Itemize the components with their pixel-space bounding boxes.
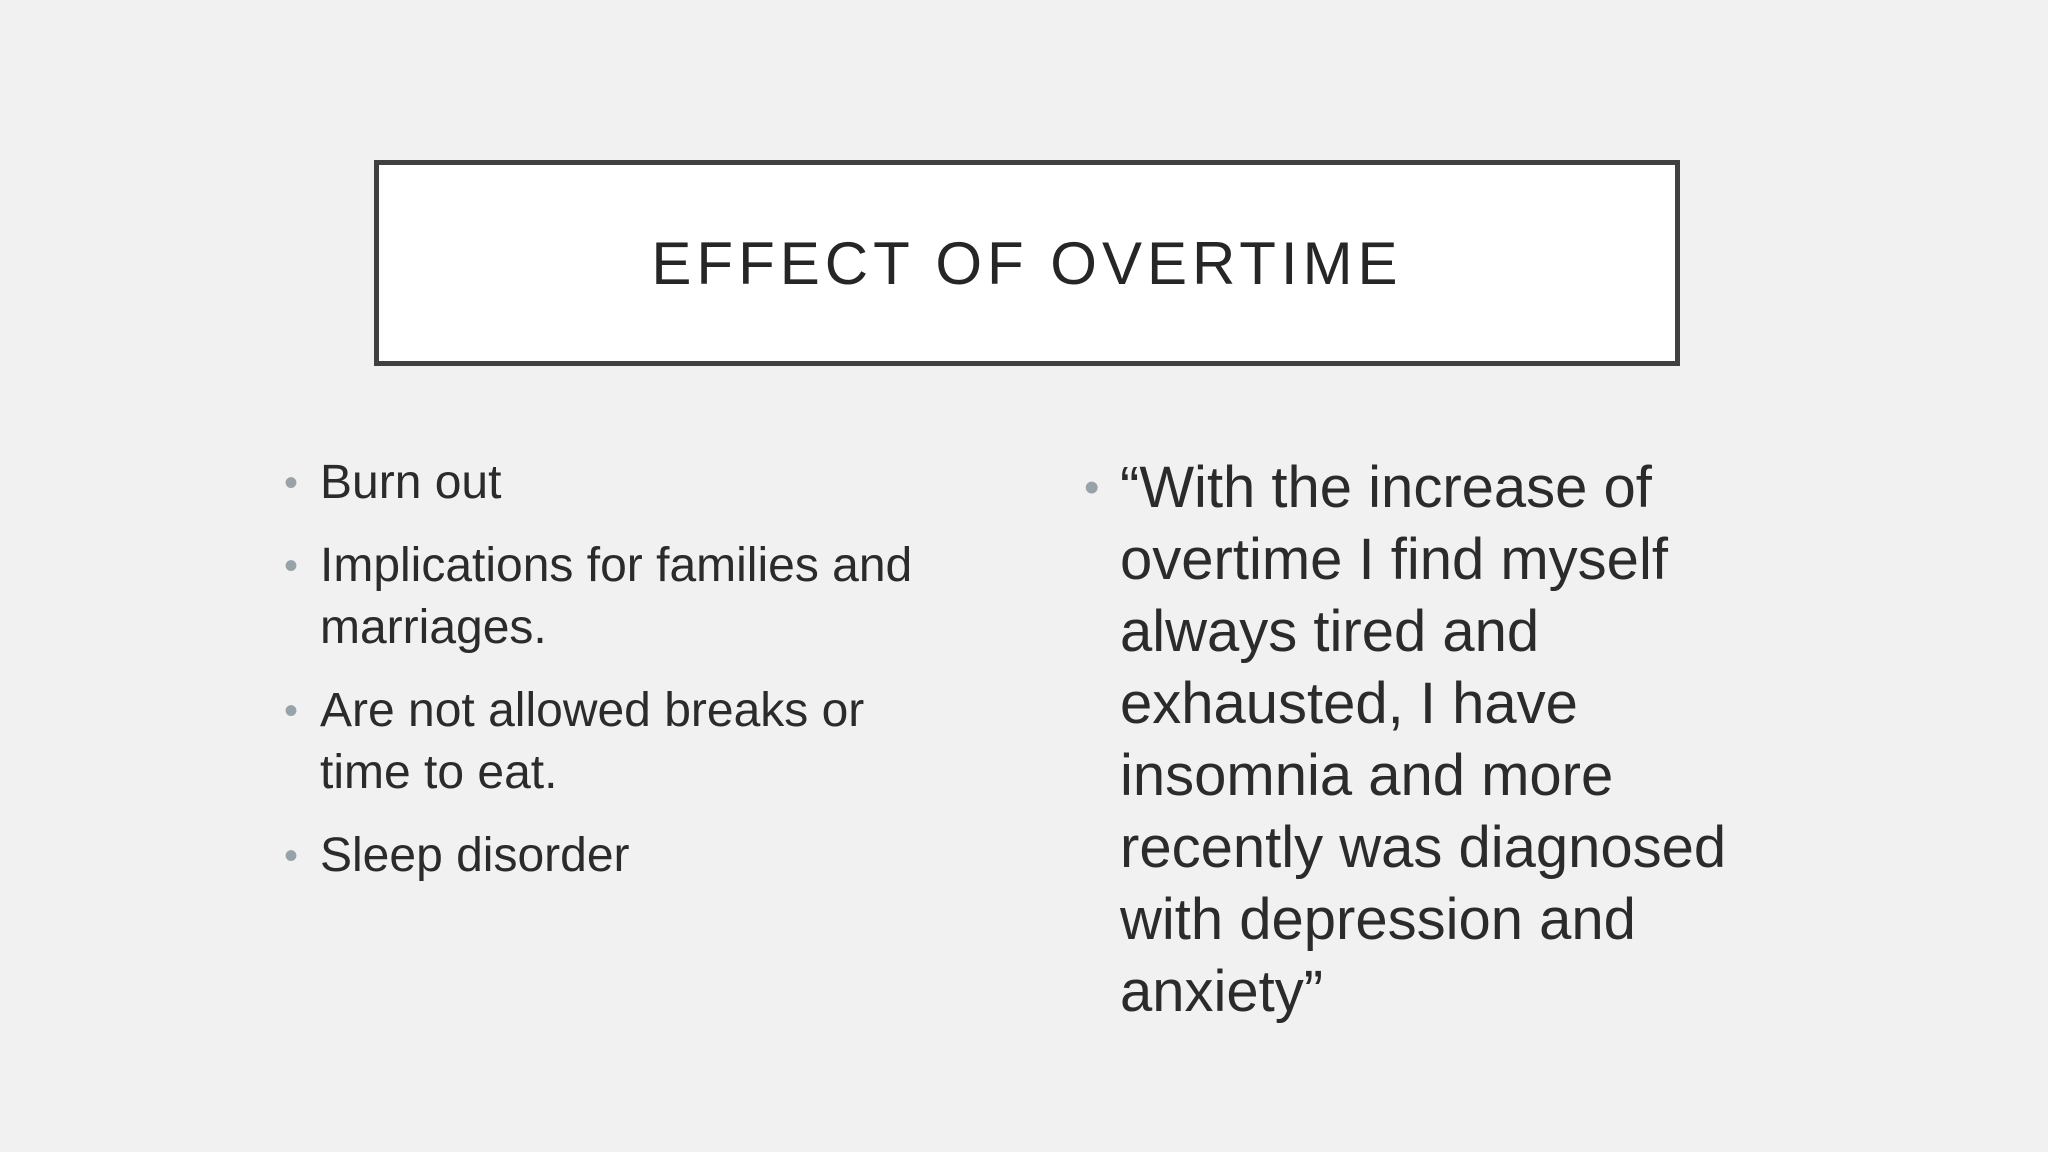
list-item-text: time to eat. (320, 746, 558, 799)
list-item-text: Are not allowed breaks or (320, 684, 865, 737)
list-item (280, 535, 1000, 659)
quote-line: with depression and (1120, 887, 1636, 952)
bullet-icon: • (284, 461, 299, 505)
quote-line: recently was diagnosed (1120, 815, 1727, 880)
quote-line: overtime I find myself (1120, 527, 1668, 592)
quote-line: exhausted, I have (1120, 671, 1578, 736)
quote-line: insomnia and more (1120, 743, 1614, 808)
bullet-icon: • (1084, 463, 1100, 512)
list-item-text: Burn out (320, 456, 502, 509)
list-item (280, 452, 1000, 514)
list-item-text: Implications for families and (320, 539, 913, 592)
list-item-text: marriages. (320, 601, 547, 654)
quote-line: “With the increase of (1120, 455, 1652, 520)
slide-title: EFFECT OF OVERTIME (651, 229, 1403, 297)
quote-line: anxiety” (1120, 959, 1324, 1024)
quote-line: always tired and (1120, 599, 1540, 664)
list-item (280, 680, 1000, 804)
list-item-text: Sleep disorder (320, 829, 630, 882)
quote-item (1080, 452, 1780, 1028)
list-item (280, 825, 1000, 887)
title-box (374, 160, 1680, 366)
bullet-icon: • (284, 689, 299, 733)
bullet-icon: • (284, 544, 299, 588)
left-bullet-list (280, 452, 1000, 908)
bullet-icon: • (284, 834, 299, 878)
quote-list (1080, 452, 1780, 1028)
